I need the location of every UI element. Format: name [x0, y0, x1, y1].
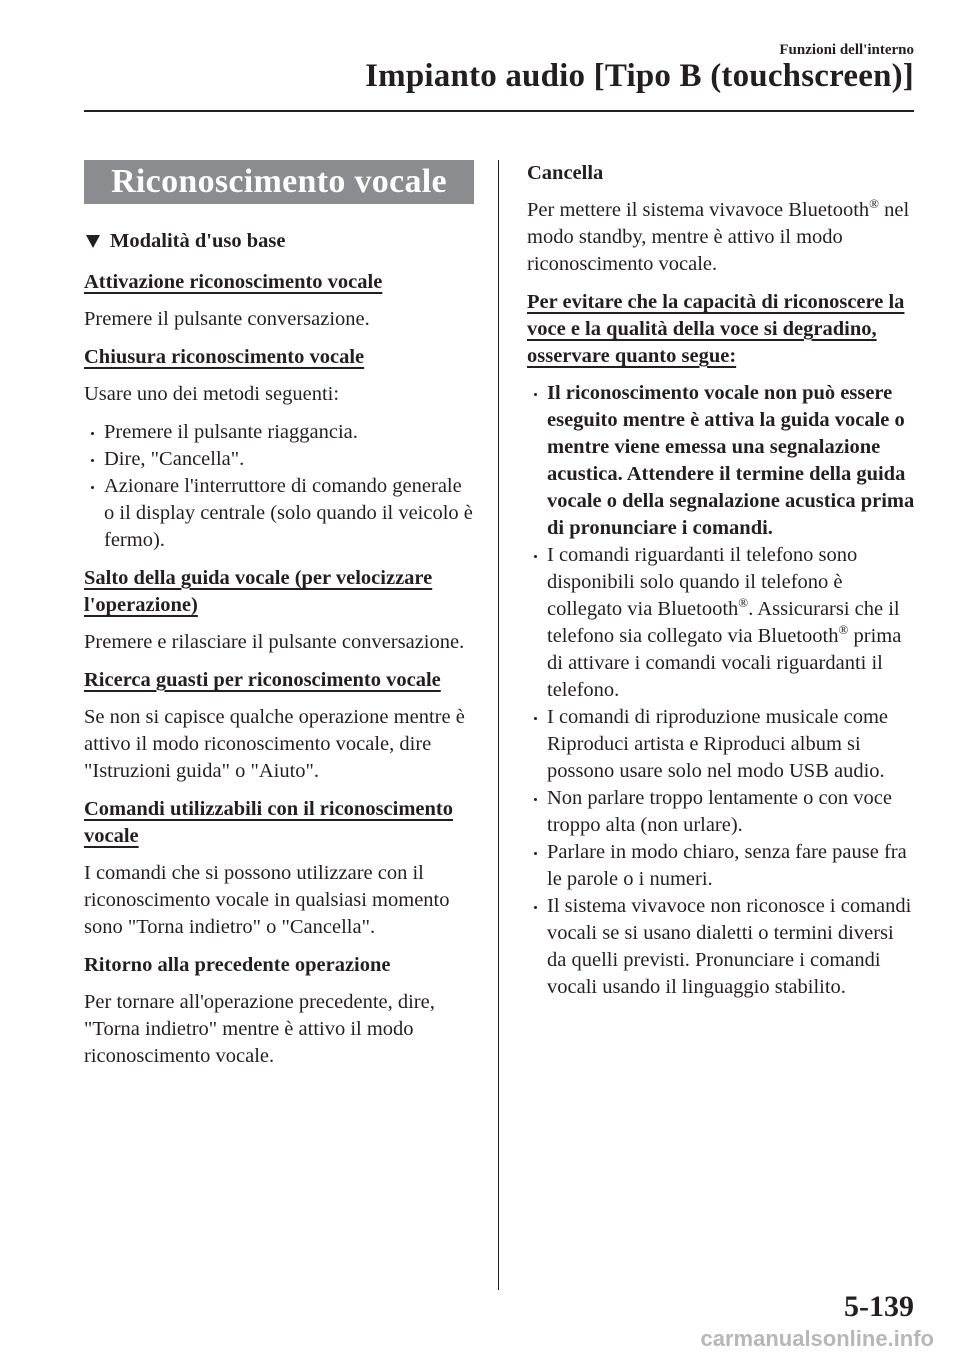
troubleshoot-text: Se non si capisce qualche operazione mentre è attivo il modo riconoscimento vocale, dire "Istruzioni guida" o "Aiuto".	[84, 706, 465, 782]
back-heading: Ritorno alla precedente operazione	[84, 954, 391, 976]
header-section-label: Funzioni dell'interno	[779, 42, 914, 58]
commands-heading: Comandi utilizzabili con il riconoscimento vocale	[84, 798, 453, 847]
triangle-down-icon	[86, 235, 100, 248]
troubleshoot-heading: Ricerca guasti per riconoscimento vocale	[84, 669, 441, 691]
advice-heading: Per evitare che la capacità di riconoscere la voce e la qualità della voce si degradino, osservare quanto segue:	[527, 291, 905, 367]
section-banner: Riconoscimento vocale	[84, 160, 474, 204]
subheading-text: Modalità d'uso base	[110, 230, 286, 252]
column-divider	[498, 160, 499, 1290]
list-item: Azionare l'interruttore di comando generale o il display centrale (solo quando il veicolo è fermo).	[84, 473, 474, 554]
left-column	[84, 160, 474, 1081]
header-chapter-title: Impianto audio [Tipo B (touchscreen)]	[365, 58, 914, 94]
subheading	[84, 228, 474, 255]
advice-list	[527, 380, 917, 1001]
closing-intro: Usare uno dei metodi seguenti:	[84, 383, 340, 405]
list-item: Il riconoscimento vocale non può essere eseguito mentre è attiva la guida vocale o mentre viene emessa una segnalazione acustica. Attendere il termine della guida vocale o della segnalazione acustica prima di pronunciare i comandi.	[527, 380, 917, 542]
skip-text: Premere e rilasciare il pulsante conversazione.	[84, 631, 465, 653]
right-column	[527, 160, 917, 1012]
watermark: carmanualsonline.info	[700, 1326, 934, 1351]
page-number: 5-139	[844, 1290, 914, 1323]
back-text: Per tornare all'operazione precedente, dire, "Torna indietro" mentre è attivo il modo riconoscimento vocale.	[84, 991, 435, 1067]
list-item: Dire, "Cancella".	[84, 446, 474, 473]
header-rule	[84, 110, 914, 112]
list-item: I comandi di riproduzione musicale come Riproduci artista e Riproduci album si possono usare solo nel modo USB audio.	[527, 704, 917, 785]
commands-text: I comandi che si possono utilizzare con il riconoscimento vocale in qualsiasi momento sono "Torna indietro" o "Cancella".	[84, 862, 450, 938]
cancel-text: Per mettere il sistema vivavoce Bluetooth® nel modo standby, mentre è attivo il modo riconoscimento vocale.	[527, 196, 910, 275]
list-item: Parlare in modo chiaro, senza fare pause fra le parole o i numeri.	[527, 839, 917, 893]
registered-mark: ®	[869, 196, 880, 212]
closing-heading: Chiusura riconoscimento vocale	[84, 346, 365, 368]
list-item: Il sistema vivavoce non riconosce i comandi vocali se si usano dialetti o termini diversi da quelli previsti. Pronunciare i comandi vocali usando il linguaggio stabilito.	[527, 893, 917, 1001]
list-item: I comandi riguardanti il telefono sono disponibili solo quando il telefono è collegato via Bluetooth®. Assicurarsi che il telefono sia collegato via Bluetooth® prima di attivare i comandi vocali riguardanti il telefono.	[527, 542, 917, 704]
registered-mark: ®	[738, 595, 749, 611]
activation-heading: Attivazione riconoscimento vocale	[84, 271, 383, 293]
skip-heading: Salto della guida vocale (per velocizzare l'operazione)	[84, 567, 433, 616]
closing-list	[84, 419, 474, 554]
list-item: Non parlare troppo lentamente o con voce troppo alta (non urlare).	[527, 785, 917, 839]
registered-mark: ®	[838, 622, 849, 638]
activation-text: Premere il pulsante conversazione.	[84, 308, 370, 330]
cancel-heading: Cancella	[527, 162, 604, 184]
list-item: Premere il pulsante riaggancia.	[84, 419, 474, 446]
